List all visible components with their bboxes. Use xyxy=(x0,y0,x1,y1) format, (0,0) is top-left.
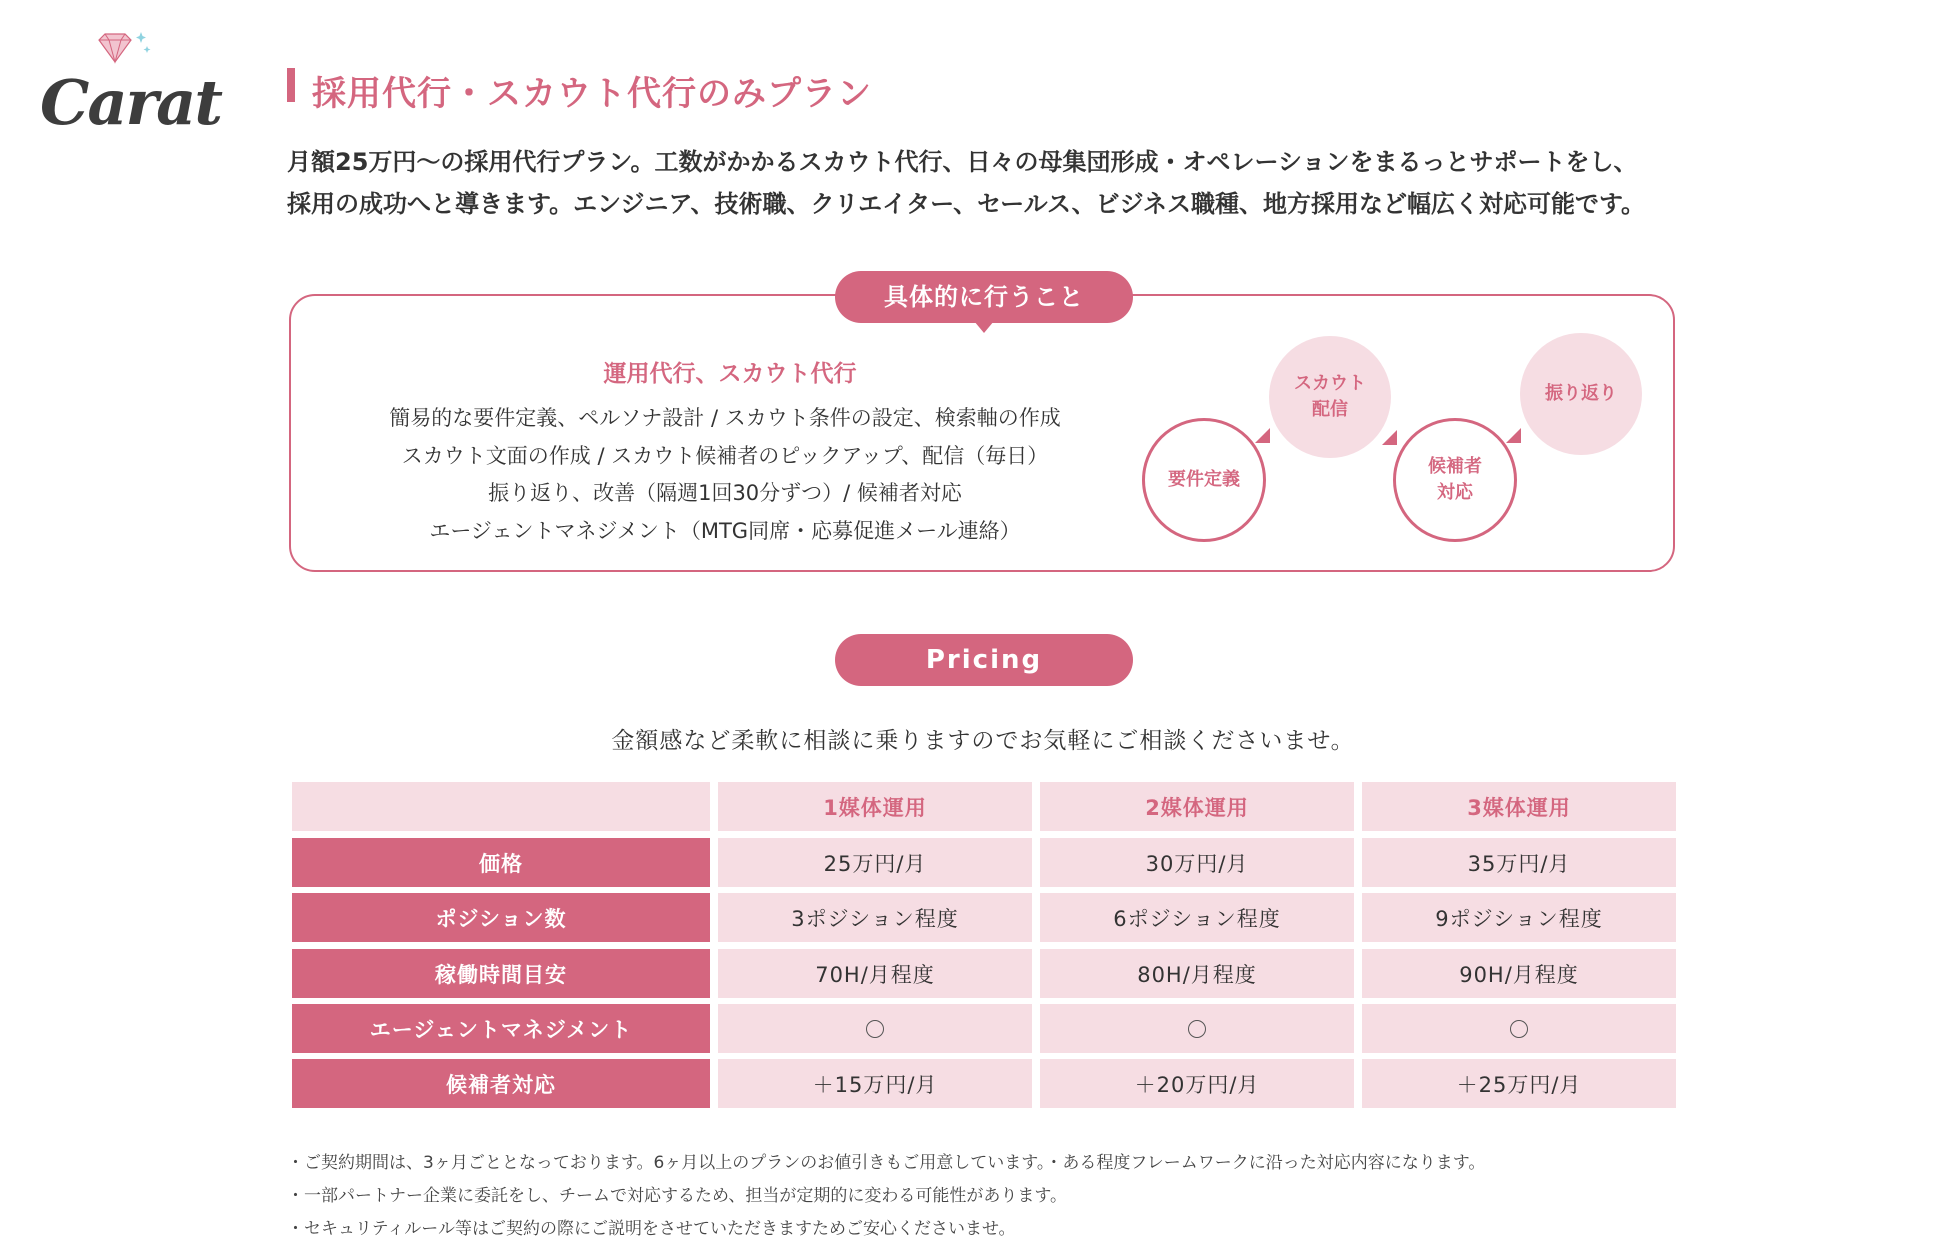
table-cell: ＋25万円/月 xyxy=(1362,1059,1676,1108)
page-title: 採用代行・スカウト代行のみプラン xyxy=(312,74,872,114)
cycle-step-label: 振り返り xyxy=(1545,383,1617,404)
cycle-step-label: 対応 xyxy=(1437,482,1473,503)
row-label: 候補者対応 xyxy=(292,1059,710,1108)
cycle-step-candidates xyxy=(1393,418,1517,542)
pill-pointer xyxy=(974,321,994,333)
column-header: 1媒体運用 xyxy=(718,782,1032,831)
details-pill: 具体的に行うこと xyxy=(835,271,1133,323)
cycle-arrow-icon xyxy=(1506,428,1521,443)
table-cell: 90H/月程度 xyxy=(1362,949,1676,998)
cycle-step-review xyxy=(1520,333,1642,455)
footnotes xyxy=(287,1147,1485,1246)
cycle-arrow-icon xyxy=(1255,428,1270,443)
details-line: 振り返り、改善（隔週1回30分ずつ）/ 候補者対応 xyxy=(488,481,962,505)
table-cell: 30万円/月 xyxy=(1040,838,1354,887)
logo-wordmark: Carat xyxy=(40,66,221,139)
details-line: 簡易的な要件定義、ペルソナ設計 / スカウト条件の設定、検索軸の作成 xyxy=(389,406,1061,430)
table-cell: 70H/月程度 xyxy=(718,949,1032,998)
intro-line: 採用の成功へと導きます。エンジニア、技術職、クリエイター、セールス、ビジネス職種、地方採用など幅広く対応可能です。 xyxy=(287,190,1646,218)
included-circle-icon xyxy=(1510,1020,1528,1038)
table-cell: ＋15万円/月 xyxy=(718,1059,1032,1108)
pricing-pill: Pricing xyxy=(835,634,1133,686)
details-list xyxy=(340,400,1110,550)
table-cell: 6ポジション程度 xyxy=(1040,893,1354,942)
table-cell xyxy=(1362,1004,1676,1053)
cycle-step-label: 要件定義 xyxy=(1168,469,1240,490)
brand-logo xyxy=(40,32,221,142)
included-circle-icon xyxy=(866,1020,884,1038)
details-line: エージェントマネジメント（MTG同席・応募促進メール連絡） xyxy=(429,518,1021,543)
diamond-icon xyxy=(95,32,155,68)
table-cell: 25万円/月 xyxy=(718,838,1032,887)
column-header: 2媒体運用 xyxy=(1040,782,1354,831)
included-circle-icon xyxy=(1188,1020,1206,1038)
cycle-arrow-icon xyxy=(1382,430,1397,445)
pricing-note: 金額感など柔軟に相談に乗りますのでお気軽にご相談くださいませ。 xyxy=(611,728,1355,754)
table-corner xyxy=(292,782,710,831)
intro-line: 月額25万円～の採用代行プラン。工数がかかるスカウト代行、日々の母集団形成・オペレーションをまるっとサポートをし、 xyxy=(287,148,1638,176)
row-label: 稼働時間目安 xyxy=(292,949,710,998)
footnote: ・一部パートナー企業に委託をし、チームで対応するため、担当が定期的に変わる可能性があります。 xyxy=(287,1186,1067,1206)
cycle-step-label: 配信 xyxy=(1312,399,1348,420)
row-label: エージェントマネジメント xyxy=(292,1004,710,1053)
column-header: 3媒体運用 xyxy=(1362,782,1676,831)
cycle-step-label: 候補者 xyxy=(1428,456,1482,477)
details-heading: 運用代行、スカウト代行 xyxy=(603,361,857,387)
table-cell: ＋20万円/月 xyxy=(1040,1059,1354,1108)
table-cell xyxy=(718,1004,1032,1053)
footnote: ・ご契約期間は、3ヶ月ごととなっております。6ヶ月以上のプランのお値引きもご用意しています。・ある程度フレームワークに沿った対応内容になります。 xyxy=(287,1153,1486,1173)
cycle-step-scout xyxy=(1269,336,1391,458)
table-cell: 9ポジション程度 xyxy=(1362,893,1676,942)
cycle-step-label: スカウト xyxy=(1294,373,1366,394)
row-label: 価格 xyxy=(292,838,710,887)
table-cell: 80H/月程度 xyxy=(1040,949,1354,998)
table-cell: 35万円/月 xyxy=(1362,838,1676,887)
footnote: ・セキュリティルール等はご契約の際にご説明をさせていただきますためご安心くださいませ。 xyxy=(287,1219,1016,1239)
cycle-step-requirements xyxy=(1142,418,1266,542)
details-line: スカウト文面の作成 / スカウト候補者のピックアップ、配信（毎日） xyxy=(401,443,1049,468)
row-label: ポジション数 xyxy=(292,893,710,942)
table-cell xyxy=(1040,1004,1354,1053)
intro-text xyxy=(287,141,1707,225)
title-accent-bar xyxy=(287,68,295,102)
table-cell: 3ポジション程度 xyxy=(718,893,1032,942)
